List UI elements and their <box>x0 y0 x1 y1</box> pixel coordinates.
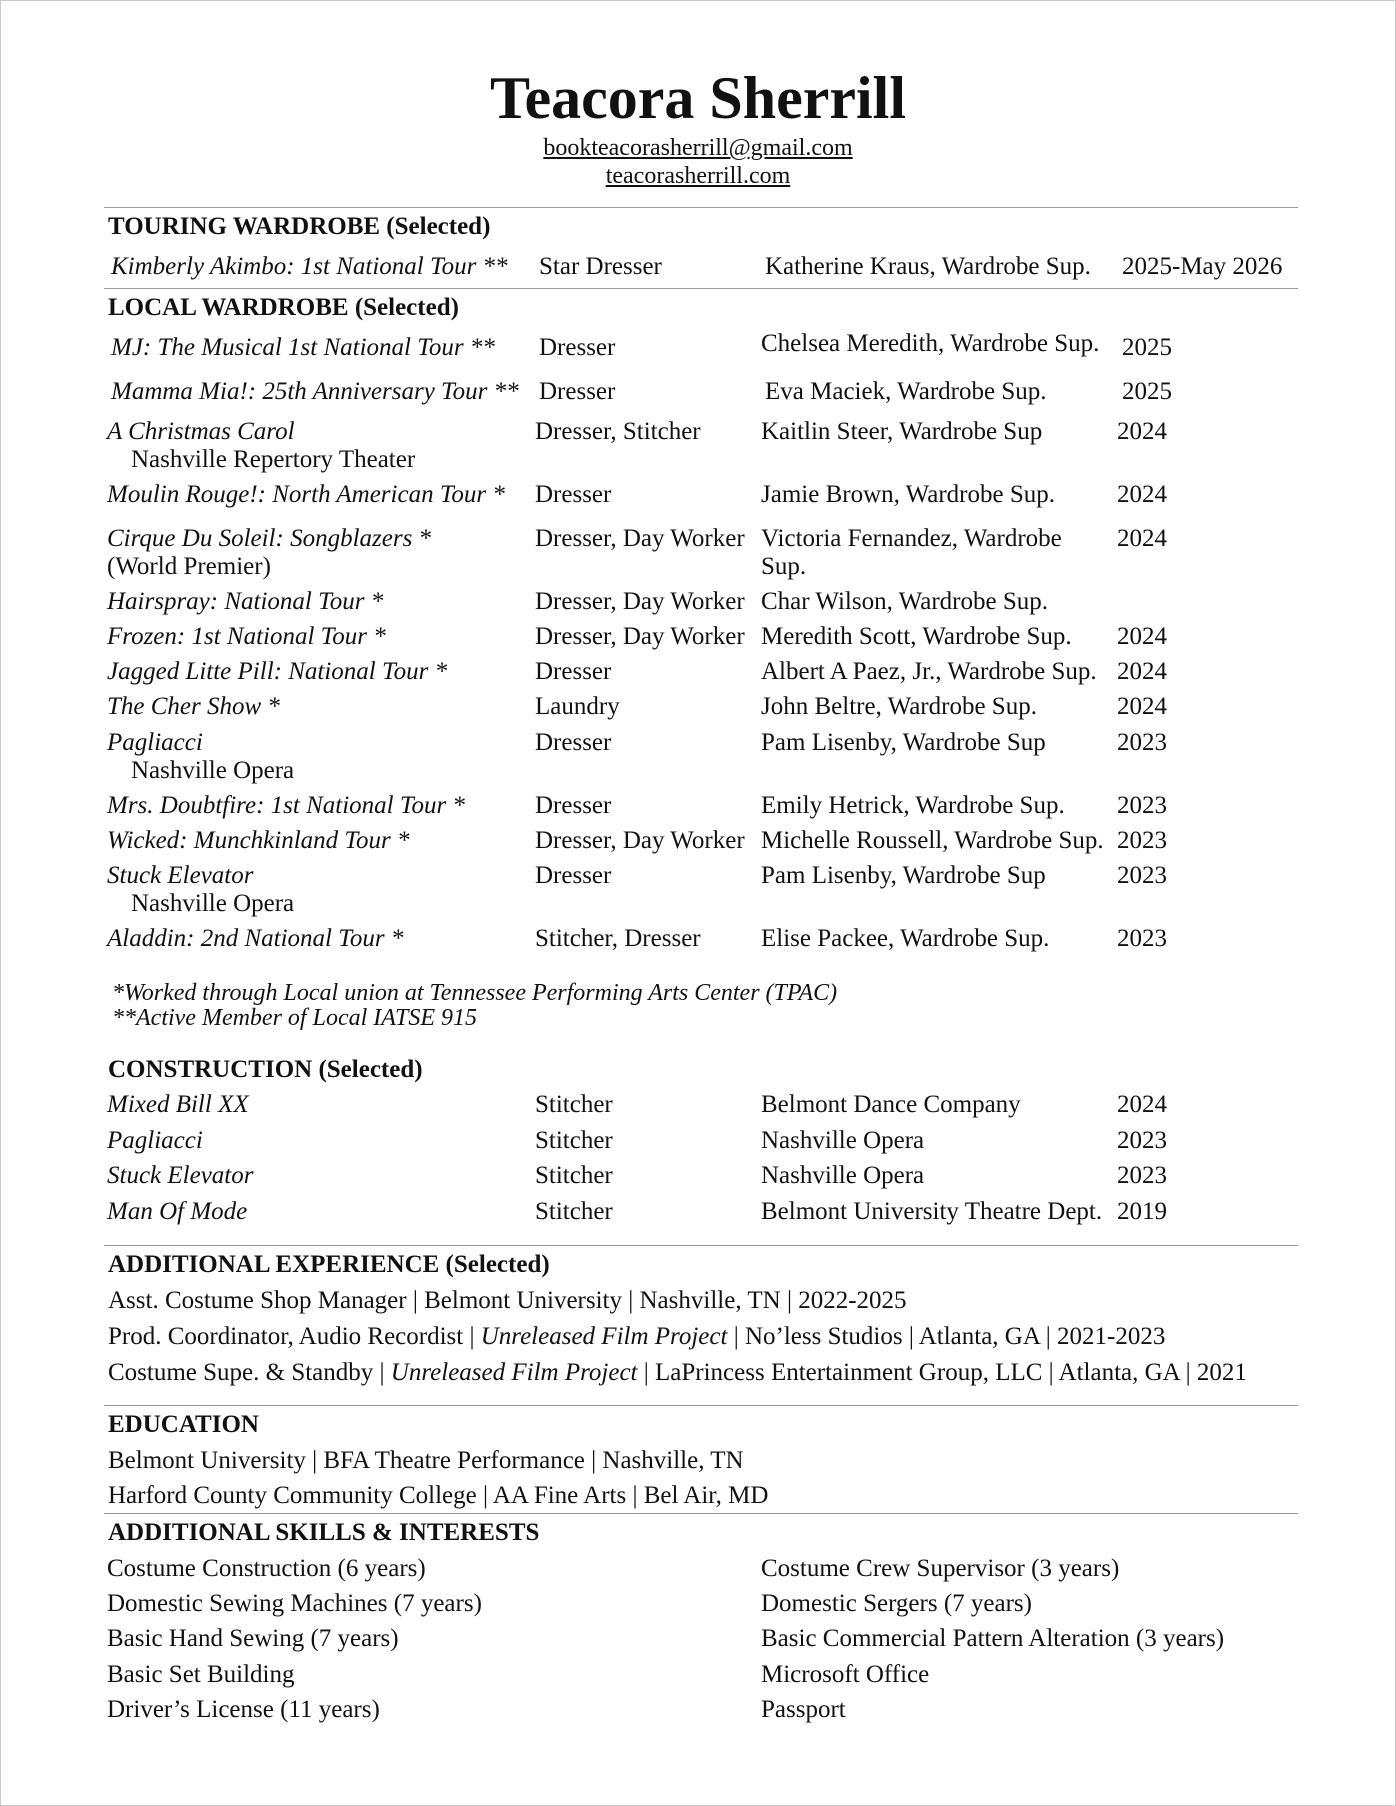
experience-line <box>108 1323 1165 1351</box>
role: Dresser, Day Worker <box>535 827 745 854</box>
year: 2024 <box>1117 658 1167 685</box>
role: Dresser, Day Worker <box>535 525 745 552</box>
supervisor: Pam Lisenby, Wardrobe Sup <box>761 862 1046 889</box>
supervisor: Victoria Fernandez, Wardrobe <box>761 525 1062 552</box>
experience-role: Costume Supe. & Standby | <box>108 1359 391 1386</box>
experience-project: Unreleased Film Project <box>390 1359 638 1386</box>
skill-item: Basic Commercial Pattern Alteration (3 years) <box>761 1625 1225 1652</box>
construction-heading: CONSTRUCTION (Selected) <box>108 1056 423 1083</box>
show-title: Mamma Mia!: 25th Anniversary Tour ** <box>111 378 519 405</box>
show-cell <box>107 729 294 785</box>
year: 2023 <box>1117 792 1167 819</box>
role: Dresser, Stitcher <box>535 418 701 445</box>
supervisor: Emily Hetrick, Wardrobe Sup. <box>761 792 1065 819</box>
show-title: Mrs. Doubtfire: 1st National Tour * <box>107 792 465 819</box>
role: Stitcher <box>535 1127 613 1154</box>
supervisor: Char Wilson, Wardrobe Sup. <box>761 588 1048 615</box>
local-row <box>0 862 1396 918</box>
local-row <box>0 525 1396 581</box>
divider <box>104 207 1298 208</box>
company: Nashville Opera <box>761 1162 925 1189</box>
show-title: Hairspray: National Tour * <box>107 588 384 615</box>
venue: (World Premier) <box>107 553 271 580</box>
supervisor-cont: Sup. <box>761 553 807 580</box>
show-title: MJ: The Musical 1st National Tour ** <box>111 334 495 361</box>
role: Dresser, Day Worker <box>535 623 745 650</box>
role: Dresser <box>535 658 612 685</box>
education-heading: EDUCATION <box>108 1411 259 1438</box>
year: 2025-May 2026 <box>1122 253 1283 280</box>
show-title: Jagged Litte Pill: National Tour * <box>107 658 448 685</box>
year: 2024 <box>1117 693 1167 720</box>
show-title: Man Of Mode <box>107 1198 248 1225</box>
year: 2023 <box>1117 1162 1167 1189</box>
show-title: Kimberly Akimbo: 1st National Tour ** <box>111 253 508 280</box>
role: Dresser <box>535 729 612 756</box>
role: Dresser <box>539 334 616 361</box>
role: Stitcher <box>535 1198 613 1225</box>
year: 2023 <box>1117 1127 1167 1154</box>
show-title: Aladdin: 2nd National Tour * <box>107 925 404 952</box>
show-title: Stuck Elevator <box>107 862 254 889</box>
year: 2025 <box>1122 378 1172 405</box>
supervisor: Albert A Paez, Jr., Wardrobe Sup. <box>761 658 1097 685</box>
experience-role: Prod. Coordinator, Audio Recordist | <box>108 1323 481 1350</box>
footnote-local-union: *Worked through Local union at Tennessee Performing Arts Center (TPAC) <box>112 980 838 1006</box>
supervisor: Kaitlin Steer, Wardrobe Sup <box>761 418 1043 445</box>
skill-item: Basic Set Building <box>107 1661 295 1688</box>
year: 2025 <box>1122 334 1172 361</box>
skill-item: Passport <box>761 1696 846 1723</box>
company: Nashville Opera <box>761 1127 925 1154</box>
show-title: The Cher Show * <box>107 693 280 720</box>
year: 2023 <box>1117 862 1167 889</box>
role: Dresser <box>535 481 612 508</box>
show-cell <box>107 418 415 474</box>
skill-item: Costume Construction (6 years) <box>107 1555 426 1582</box>
email-link[interactable]: bookteacorasherrill@gmail.com <box>543 135 853 161</box>
local-row <box>0 729 1396 785</box>
year: 2024 <box>1117 418 1167 445</box>
supervisor: Eva Maciek, Wardrobe Sup. <box>765 378 1047 405</box>
local-row <box>0 418 1396 474</box>
role: Laundry <box>535 693 620 720</box>
local-heading: LOCAL WARDROBE (Selected) <box>108 294 459 321</box>
supervisor: Elise Packee, Wardrobe Sup. <box>761 925 1050 952</box>
supervisor: John Beltre, Wardrobe Sup. <box>761 693 1037 720</box>
venue: Nashville Opera <box>131 890 295 917</box>
footnote-iatse: **Active Member of Local IATSE 915 <box>112 1005 478 1031</box>
experience-line: Asst. Costume Shop Manager | Belmont University | Nashville, TN | 2022-2025 <box>108 1287 907 1314</box>
skills-heading: ADDITIONAL SKILLS & INTERESTS <box>108 1519 540 1546</box>
year: 2023 <box>1117 925 1167 952</box>
role: Dresser <box>539 378 616 405</box>
show-cell <box>107 862 294 918</box>
skill-item: Domestic Sewing Machines (7 years) <box>107 1590 482 1617</box>
show-title: Pagliacci <box>107 729 203 756</box>
venue: Nashville Repertory Theater <box>131 446 416 473</box>
divider <box>104 1245 1298 1246</box>
show-title: A Christmas Carol <box>107 418 295 445</box>
supervisor: Jamie Brown, Wardrobe Sup. <box>761 481 1056 508</box>
experience-project: Unreleased Film Project <box>480 1323 728 1350</box>
experience-details: | LaPrincess Entertainment Group, LLC | Atlanta, GA | 2021 <box>637 1359 1247 1386</box>
year: 2024 <box>1117 623 1167 650</box>
supervisor: Michelle Roussell, Wardrobe Sup. <box>761 827 1104 854</box>
role: Stitcher <box>535 1162 613 1189</box>
company: Belmont University Theatre Dept. <box>761 1198 1103 1225</box>
company: Belmont Dance Company <box>761 1091 1021 1118</box>
role: Stitcher, Dresser <box>535 925 701 952</box>
year: 2024 <box>1117 1091 1167 1118</box>
additional-heading: ADDITIONAL EXPERIENCE (Selected) <box>108 1251 550 1278</box>
supervisor: Chelsea Meredith, Wardrobe Sup. <box>761 330 1100 357</box>
role: Stitcher <box>535 1091 613 1118</box>
divider <box>104 1405 1298 1406</box>
year: 2023 <box>1117 729 1167 756</box>
show-title: Frozen: 1st National Tour * <box>107 623 386 650</box>
show-title: Moulin Rouge!: North American Tour * <box>107 481 505 508</box>
show-title: Mixed Bill XX <box>107 1091 249 1118</box>
supervisor: Pam Lisenby, Wardrobe Sup <box>761 729 1046 756</box>
resume-name: Teacora Sherrill <box>489 65 907 131</box>
year: 2023 <box>1117 827 1167 854</box>
skill-item: Domestic Sergers (7 years) <box>761 1590 1032 1617</box>
supervisor-cell <box>761 525 1062 581</box>
show-title: Cirque Du Soleil: Songblazers * <box>107 525 432 552</box>
education-line: Belmont University | BFA Theatre Performance | Nashville, TN <box>108 1447 744 1474</box>
experience-line <box>108 1359 1247 1387</box>
venue: Nashville Opera <box>131 757 295 784</box>
touring-heading: TOURING WARDROBE (Selected) <box>108 213 491 240</box>
show-title: Stuck Elevator <box>107 1162 254 1189</box>
role: Star Dresser <box>539 253 662 280</box>
website-link[interactable]: teacorasherrill.com <box>605 163 791 189</box>
show-title: Wicked: Munchkinland Tour * <box>107 827 410 854</box>
year: 2024 <box>1117 481 1167 508</box>
education-line: Harford County Community College | AA Fine Arts | Bel Air, MD <box>108 1482 769 1509</box>
experience-details: | No’less Studios | Atlanta, GA | 2021-2023 <box>727 1323 1166 1350</box>
role: Dresser <box>535 862 612 889</box>
supervisor: Meredith Scott, Wardrobe Sup. <box>761 623 1072 650</box>
skill-item: Microsoft Office <box>761 1661 930 1688</box>
role: Dresser <box>535 792 612 819</box>
skill-item: Basic Hand Sewing (7 years) <box>107 1625 399 1652</box>
role: Dresser, Day Worker <box>535 588 745 615</box>
show-cell <box>107 525 431 581</box>
skill-item: Costume Crew Supervisor (3 years) <box>761 1555 1120 1582</box>
year: 2024 <box>1117 525 1167 552</box>
skill-item: Driver’s License (11 years) <box>107 1696 380 1723</box>
show-title: Pagliacci <box>107 1127 203 1154</box>
divider <box>104 288 1298 289</box>
year: 2019 <box>1117 1198 1167 1225</box>
supervisor: Katherine Kraus, Wardrobe Sup. <box>765 253 1091 280</box>
divider <box>104 1513 1298 1514</box>
local-row <box>0 925 1396 981</box>
